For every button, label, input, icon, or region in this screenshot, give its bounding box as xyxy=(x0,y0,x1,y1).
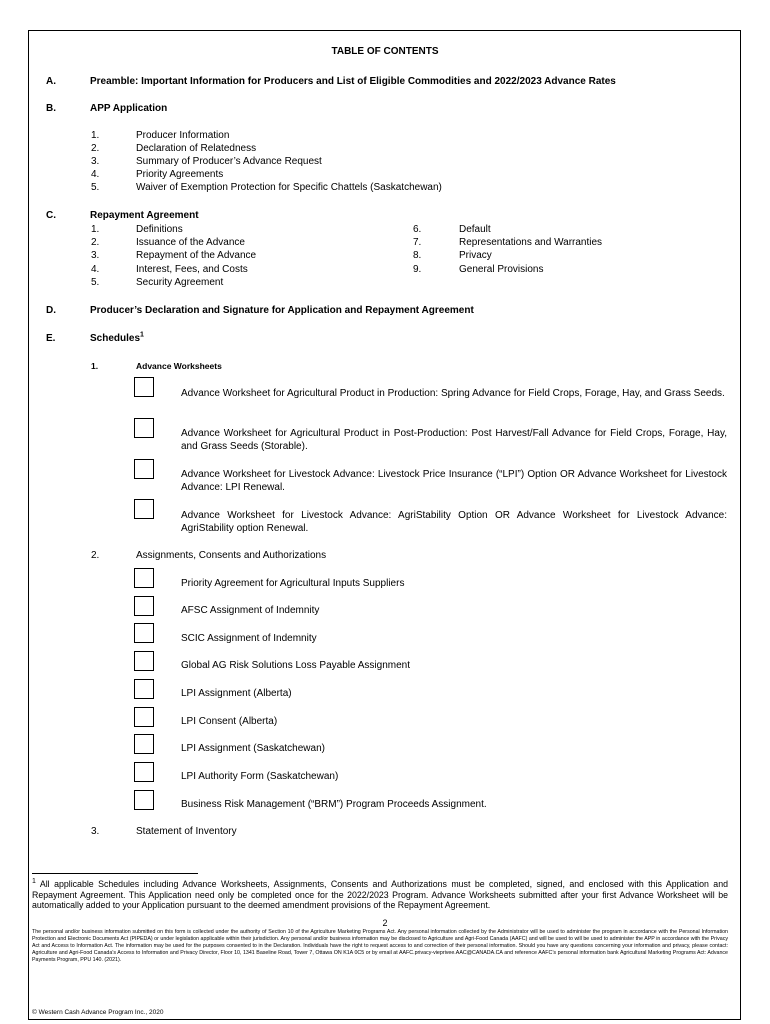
schedule-3-title: Statement of Inventory xyxy=(136,826,237,837)
section-c-item-num: 3. xyxy=(91,250,100,261)
section-a-letter: A. xyxy=(46,76,56,87)
section-b-item-num: 4. xyxy=(91,169,100,180)
section-c-item-num: 5. xyxy=(91,277,100,288)
section-b-item-num: 3. xyxy=(91,156,100,167)
assignment-item-label: LPI Consent (Alberta) xyxy=(181,716,278,727)
section-b-title: APP Application xyxy=(90,103,168,114)
checkbox[interactable] xyxy=(134,568,154,588)
page-number: 2 xyxy=(382,918,388,928)
section-e-title xyxy=(90,333,144,344)
checkbox[interactable] xyxy=(134,651,154,671)
section-c-title: Repayment Agreement xyxy=(90,210,199,221)
checkbox[interactable] xyxy=(134,790,154,810)
section-c-item-label: Repayment of the Advance xyxy=(136,250,257,261)
section-c-item-num: 1. xyxy=(91,224,100,235)
section-c-item-label: Representations and Warranties xyxy=(459,237,603,248)
checkbox[interactable] xyxy=(134,459,154,479)
checkbox[interactable] xyxy=(134,596,154,616)
worksheet-item-label: Advance Worksheet for Agricultural Product in Production: Spring Advance for Field Crops, Forage, Hay, and Grass Seeds. xyxy=(181,388,725,399)
copyright: © Western Cash Advance Program Inc., 2020 xyxy=(32,1009,164,1016)
section-c-letter: C. xyxy=(46,210,56,221)
footnote-text: All applicable Schedules including Advance Worksheets, Assignments, Consents and Authorizations must be completed, signed, and enclosed with this Application and Repayment Agreement. This Application need only be completed once for the 2022/2023 Program. Advance Worksheets submitted after your first Advance Worksheet will be automatically added to your Application pursuant to the deemed amendment provisions of the Repayment Agreement. xyxy=(32,879,728,910)
section-c-item-label: Default xyxy=(459,224,491,235)
section-b-item-label: Priority Agreements xyxy=(136,169,224,180)
section-b-letter: B. xyxy=(46,103,56,114)
checkbox[interactable] xyxy=(134,418,154,438)
worksheet-item-label: Advance Worksheet for Agricultural Product in Post-Production: Post Harvest/Fall Advance for Field Crops, Forage, Hay, and Grass Seeds (Storable). xyxy=(181,428,727,452)
section-d-letter: D. xyxy=(46,305,56,316)
section-c-item-num: 9. xyxy=(413,264,422,275)
schedule-1-title: Advance Worksheets xyxy=(136,361,222,371)
section-c-item-num: 2. xyxy=(91,237,100,248)
section-b-item-num: 2. xyxy=(91,143,100,154)
checkbox[interactable] xyxy=(134,762,154,782)
schedule-1-num: 1. xyxy=(91,361,99,371)
footnote xyxy=(32,879,728,911)
checkbox[interactable] xyxy=(134,679,154,699)
assignment-item-label: LPI Assignment (Alberta) xyxy=(181,688,292,699)
checkbox[interactable] xyxy=(134,707,154,727)
section-c-item-label: General Provisions xyxy=(459,264,544,275)
section-c-item-label: Issuance of the Advance xyxy=(136,237,245,248)
assignment-item-label: LPI Authority Form (Saskatchewan) xyxy=(181,771,339,782)
section-c-item-label: Definitions xyxy=(136,224,183,235)
section-c-item-num: 8. xyxy=(413,250,422,261)
assignment-item-label: LPI Assignment (Saskatchewan) xyxy=(181,743,325,754)
assignment-item-label: SCIC Assignment of Indemnity xyxy=(181,633,317,644)
section-b-item-label: Producer Information xyxy=(136,130,230,141)
section-c-item-num: 7. xyxy=(413,237,422,248)
schedule-2-title: Assignments, Consents and Authorizations xyxy=(136,550,327,561)
section-b-item-label: Summary of Producer’s Advance Request xyxy=(136,156,322,167)
worksheet-item-label: Advance Worksheet for Livestock Advance: AgriStability Option OR Advance Worksheet for Livestock Advance: AgriStability option Renewal. xyxy=(181,510,727,534)
section-c-item-label: Interest, Fees, and Costs xyxy=(136,264,248,275)
section-e-letter: E. xyxy=(46,333,56,344)
section-c-item-label: Privacy xyxy=(459,250,492,261)
assignment-item-label: AFSC Assignment of Indemnity xyxy=(181,605,320,616)
section-c-item-num: 6. xyxy=(413,224,422,235)
footnote-ref: 1 xyxy=(140,331,144,339)
section-b-item-num: 5. xyxy=(91,182,100,193)
section-b-item-num: 1. xyxy=(91,130,100,141)
assignment-item-label: Business Risk Management (“BRM”) Program Proceeds Assignment. xyxy=(181,799,487,810)
section-e-title-text: Schedules xyxy=(90,333,141,344)
footnote-marker: 1 xyxy=(32,878,36,886)
section-b-item-label: Waiver of Exemption Protection for Specific Chattels (Saskatchewan) xyxy=(136,182,442,193)
section-c-item-label: Security Agreement xyxy=(136,277,224,288)
assignment-item-label: Global AG Risk Solutions Loss Payable Assignment xyxy=(181,660,411,671)
footnote-divider xyxy=(32,873,198,874)
section-a-title: Preamble: Important Information for Producers and List of Eligible Commodities and 2022/2023 Advance Rates xyxy=(90,76,616,87)
checkbox[interactable] xyxy=(134,499,154,519)
schedule-3-num: 3. xyxy=(91,826,100,837)
assignment-item-label: Priority Agreement for Agricultural Inputs Suppliers xyxy=(181,578,405,589)
checkbox[interactable] xyxy=(134,734,154,754)
worksheet-item-label: Advance Worksheet for Livestock Advance: Livestock Price Insurance (“LPI”) Option OR Advance Worksheet for Livestock Advance: LPI Renewal. xyxy=(181,469,727,493)
section-c-item-num: 4. xyxy=(91,264,100,275)
section-d-title: Producer’s Declaration and Signature for Application and Repayment Agreement xyxy=(90,305,474,316)
privacy-notice: The personal and/or business information submitted on this form is collected under the authority of Section 10 of the Agriculture Marketing Programs Act. Any personal information collected by the Administrator will be used to administer the program in accordance with the Personal Information Protection and Electronic Documents Act (PIPEDA) or under legislation applicable within their jurisdiction. Any personal and/or business information may be disclosed to Agriculture and Agri-Food Canada (AAFC) and will be used to will be used to administer the APP in accordance with the Privacy Act and Access to Information Act. The information may be used for the purposes consented to in the Declaration. Individuals have the right to request access to and correction of their personal information. Should you have any questions concerning your information and privacy, please contact: Agriculture and Agri-Food Canada’s Access to Information and Privacy Director, Floor 10, 1341 Baseline Road, Tower 7, Ottawa ON K1A 0C5 or by email at AAFC.privacy-vieprivee.AAC@CANADA.CA and reference AAFC’s personal information bank Agricultural Marketing Programs Act: Advance Payments Program, PPU 140. (2021). xyxy=(32,929,728,964)
checkbox[interactable] xyxy=(134,377,154,397)
schedule-2-num: 2. xyxy=(91,550,100,561)
page-title: TABLE OF CONTENTS xyxy=(331,46,439,57)
section-b-item-label: Declaration of Relatedness xyxy=(136,143,257,154)
checkbox[interactable] xyxy=(134,623,154,643)
